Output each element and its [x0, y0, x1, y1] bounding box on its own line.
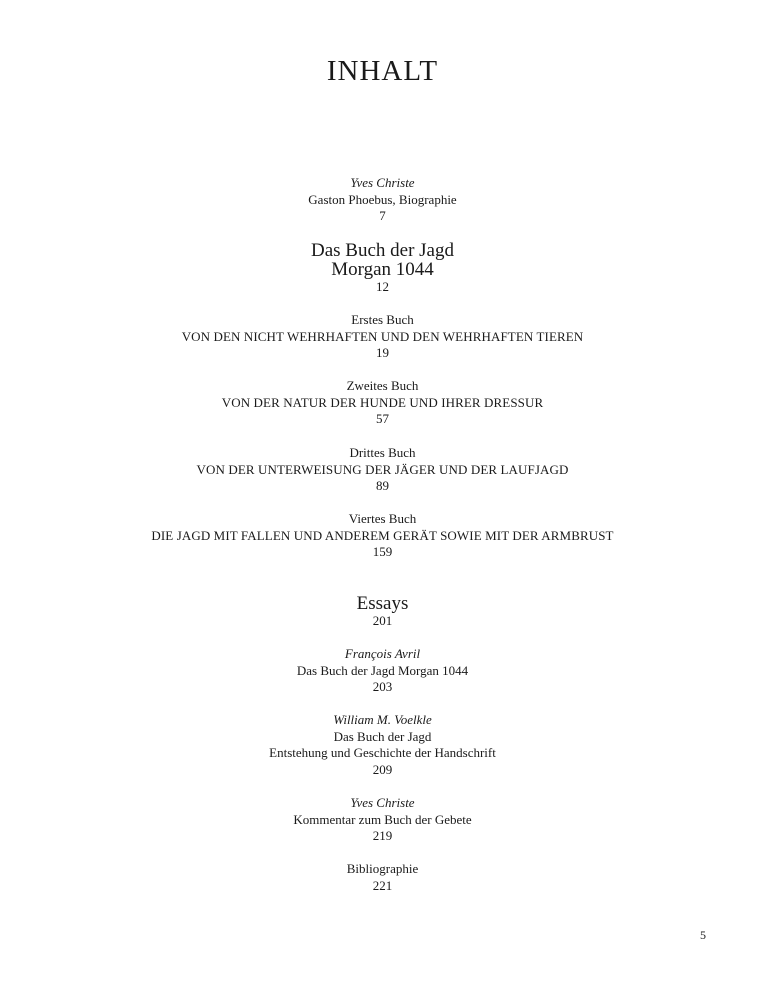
- toc-entry-book-3: [0, 445, 765, 495]
- toc-entry-bibliography: [0, 861, 765, 894]
- toc-entry-biography: [0, 175, 765, 225]
- entry-book-label: Zweites Buch: [346, 378, 419, 393]
- entry-title: VON DER NATUR DER HUNDE UND IHRER DRESSUR: [221, 394, 544, 410]
- entry-subheading: Morgan 1044: [331, 259, 434, 280]
- entry-page-number: 12: [376, 279, 389, 294]
- entry-title: Gaston Phoebus, Biographie: [308, 191, 457, 207]
- entry-title: VON DER UNTERWEISUNG DER JÄGER UND DER LAUFJAGD: [196, 461, 569, 477]
- entry-title: Das Buch der Jagd: [333, 728, 432, 744]
- entry-title: VON DEN NICHT WEHRHAFTEN UND DEN WEHRHAFTEN TIEREN: [181, 328, 584, 344]
- entry-title: Kommentar zum Buch der Gebete: [293, 811, 472, 827]
- entry-book-label: Erstes Buch: [351, 312, 414, 327]
- toc-entry-book-2: [0, 378, 765, 428]
- toc-entry-main-work: [0, 241, 765, 296]
- entry-book-label: Drittes Buch: [349, 445, 416, 460]
- entry-page-number: 203: [372, 679, 393, 694]
- entry-title: Das Buch der Jagd Morgan 1044: [296, 662, 469, 678]
- entry-page-number: 221: [372, 877, 393, 893]
- toc-entry-book-4: [0, 511, 765, 561]
- entry-page-number: 201: [372, 613, 393, 628]
- toc-entry-voelkle: [0, 712, 765, 778]
- entry-page-number: 159: [372, 544, 393, 559]
- entry-title: Bibliographie: [346, 861, 419, 876]
- entry-book-label: Viertes Buch: [348, 511, 417, 526]
- toc-entry-essays: [0, 594, 765, 630]
- page-title: INHALT: [326, 55, 439, 87]
- toc-entry-christe-commentary: [0, 795, 765, 845]
- entry-heading: Das Buch der Jagd: [311, 240, 454, 261]
- entry-page-number: 89: [376, 478, 389, 493]
- entry-author: Yves Christe: [350, 175, 415, 190]
- entry-title: DIE JAGD MIT FALLEN UND ANDEREM GERÄT SOWIE MIT DER ARMBRUST: [151, 527, 614, 543]
- entry-page-number: 209: [372, 761, 393, 777]
- entry-heading: Essays: [356, 593, 409, 614]
- entry-page-number: 219: [372, 828, 393, 843]
- toc-entry-avril: [0, 646, 765, 696]
- toc-entry-book-1: [0, 312, 765, 362]
- entry-author: François Avril: [344, 646, 421, 661]
- entry-author: William M. Voelkle: [333, 712, 432, 727]
- entry-author: Yves Christe: [350, 795, 415, 810]
- folio-page-number: 5: [700, 928, 706, 942]
- entry-page-number: 19: [376, 345, 389, 360]
- entry-page-number: 7: [379, 208, 386, 223]
- entry-page-number: 57: [376, 411, 389, 426]
- entry-subtitle: Entstehung und Geschichte der Handschrift: [269, 745, 496, 760]
